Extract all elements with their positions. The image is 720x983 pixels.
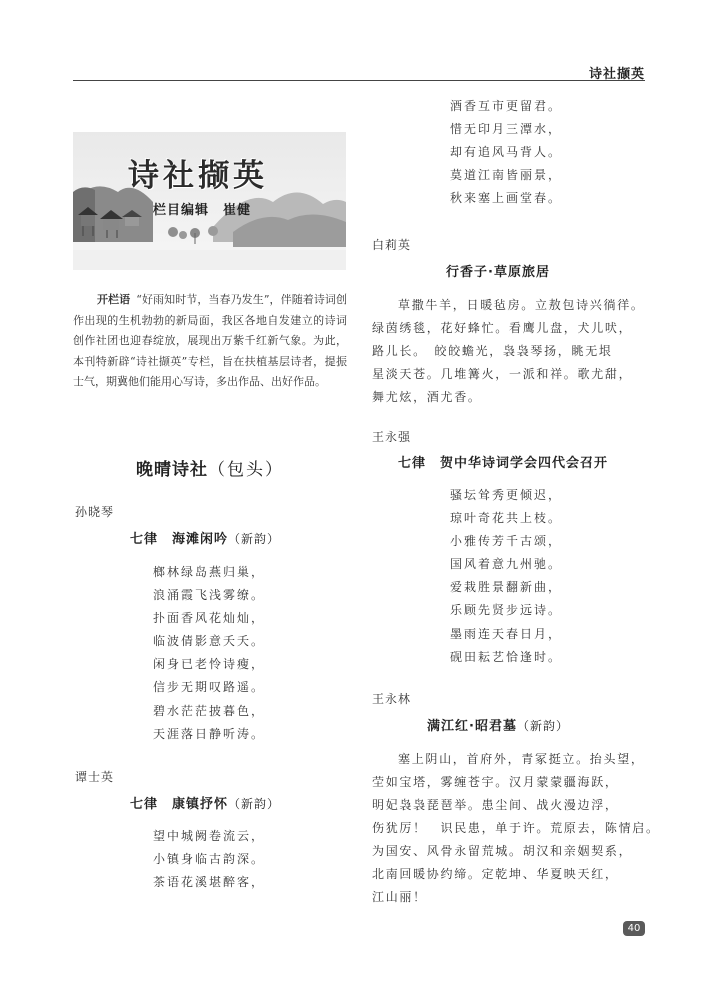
poem-verse xyxy=(450,484,562,669)
poem-form: 七律 xyxy=(130,532,159,547)
verse-line: 骚坛耸秀更倾迟， xyxy=(450,488,563,502)
verse-line: 却有追风马背人。 xyxy=(450,145,563,160)
poem-prose xyxy=(372,294,645,409)
author-name: 王永强 xyxy=(372,430,412,444)
verse-line: 碧水茫茫披暮色， xyxy=(153,703,266,718)
poem-form: 七律 xyxy=(398,456,427,471)
verse-line: 小雅传芳千古颂， xyxy=(450,534,563,549)
club-title xyxy=(73,455,347,480)
poem-title xyxy=(427,715,569,734)
prose-line: 塞上阴山，首府外，青冢挺立。抬头望， xyxy=(398,752,645,766)
prose-line: 路儿长。 皎皎蟾光，袅袅琴扬，眺无垠 xyxy=(372,344,613,358)
section-header-title: 诗社撷英 xyxy=(588,67,645,82)
poem-verse xyxy=(153,825,265,894)
verse-line: 茶语花溪堪醉客， xyxy=(153,875,266,890)
poem-title xyxy=(398,452,608,471)
intro-text: “好雨知时节，当春乃发生”，伴随着诗词创作出现的生机勃勃的新局面，我区各地自发建立的诗词创作社团也迎春绽放，展现出万紫千红新气象。为此，本刊特新辟“诗社撷英”专栏，旨在扶植基层诗者，提振士气，期冀他们能用心写诗，多出作品、出好作品。 xyxy=(73,293,348,388)
verse-line: 闲身已老怜诗瘦， xyxy=(153,657,266,672)
poem-name: 贺中华诗词学会四代会召开 xyxy=(440,456,609,471)
poem-name: 满江红·昭君墓 xyxy=(427,719,517,734)
verse-line: 秋来塞上画堂春。 xyxy=(450,191,563,206)
intro-paragraph xyxy=(73,290,347,393)
verse-line: 国风着意九州驰。 xyxy=(450,557,563,572)
verse-line: 墨雨连天春日月， xyxy=(450,626,563,641)
prose-line: 伤犹厉！ 识民患，单于许。荒原去，陈情启。 xyxy=(372,821,660,835)
prose-line: 舞尤炫，酒尤香。 xyxy=(372,390,482,404)
club-city: （包头） xyxy=(208,460,284,480)
intro-lead: 开栏语 xyxy=(97,293,131,306)
poem-name: 行香子·草原旅居 xyxy=(446,265,550,280)
verse-line: 临波倩影意夭夭。 xyxy=(153,634,266,649)
poem-name: 康镇抒怀 xyxy=(172,797,229,812)
verse-line: 扑面香风花灿灿， xyxy=(153,611,266,626)
page-number: 40 xyxy=(623,921,645,936)
verse-line: 信步无期叹路遥。 xyxy=(153,680,266,695)
poem-title xyxy=(130,528,280,547)
club-name: 晚晴诗社 xyxy=(136,460,208,480)
poem-form: 七律 xyxy=(130,797,159,812)
poem-note: （新韵） xyxy=(516,719,569,733)
author-name: 白莉英 xyxy=(372,238,412,252)
poem-prose xyxy=(372,748,660,909)
prose-line: 草撒牛羊，日暖毡房。立敖包诗兴徜徉。 xyxy=(398,298,645,312)
poem-name: 海滩闲吟 xyxy=(172,532,229,547)
verse-line: 惜无印月三潭水， xyxy=(450,122,563,137)
author-name: 孙晓琴 xyxy=(75,505,115,519)
verse-line: 砚田耘艺恰逢时。 xyxy=(450,649,563,664)
author-name: 王永林 xyxy=(372,692,412,706)
prose-line: 江山丽！ xyxy=(372,890,427,904)
verse-line: 乐顾先贤步远诗。 xyxy=(450,603,563,618)
verse-line: 莫道江南皆丽景， xyxy=(450,168,563,183)
poem-note: （新韵） xyxy=(228,797,281,811)
verse-line: 浪涌霞飞浅雾缭。 xyxy=(153,588,266,603)
verse-line: 天涯落日静听涛。 xyxy=(153,726,266,741)
verse-line: 酒香互市更留君。 xyxy=(450,99,563,113)
poem-note: （新韵） xyxy=(228,532,281,546)
verse-line: 爱栽胜景翻新曲， xyxy=(450,580,563,595)
poem-verse xyxy=(153,561,265,746)
banner-title: 诗社撷英 xyxy=(128,158,268,194)
prose-line: 明妃袅袅琵琶举。患尘间、战火漫边浮， xyxy=(372,798,619,812)
verse-line: 望中城阙卷流云， xyxy=(153,829,266,843)
prose-line: 为国安、风骨永留荒城。胡汉和亲姻契系， xyxy=(372,844,633,858)
poem-title xyxy=(446,261,550,280)
verse-line: 小镇身临古韵深。 xyxy=(153,852,266,867)
prose-line: 星淡天苍。几堆篝火，一派和祥。歌尤甜， xyxy=(372,367,633,381)
column-editor: 栏目编辑 崔健 xyxy=(153,203,252,218)
column-banner xyxy=(73,132,346,270)
verse-line: 琼叶奇花共上枝。 xyxy=(450,511,563,526)
prose-line: 北南回暖协约缔。定乾坤、华夏映天红， xyxy=(372,867,619,881)
prose-line: 茔如宝塔，雾缠苍宇。汉月蒙蒙疆海跃， xyxy=(372,775,619,789)
verse-line: 榔林绿岛燕归巢， xyxy=(153,565,266,579)
header-rule xyxy=(73,80,645,81)
poem-verse-continued xyxy=(450,95,562,210)
prose-line: 绿茵绣毯，花好蜂忙。看鹰儿盘，犬儿吠， xyxy=(372,321,633,335)
poem-title xyxy=(130,793,280,812)
author-name: 谭士英 xyxy=(75,770,115,784)
